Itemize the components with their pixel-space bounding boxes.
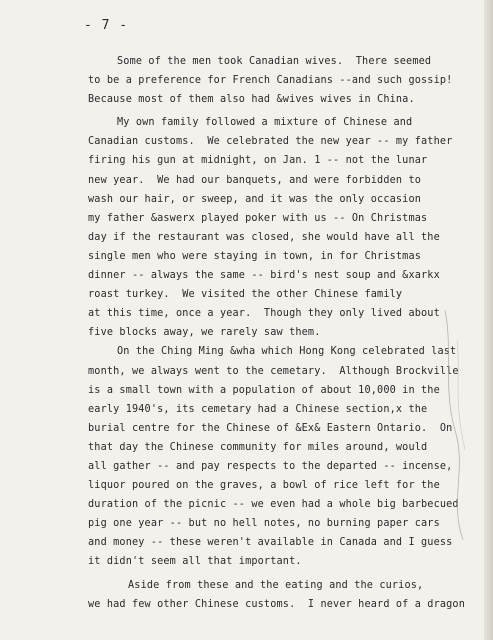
text-line: early 1940's, its cemetary had a Chinese section,x the [88,403,428,415]
text-line: is a small town with a population of about 10,000 in the [88,384,440,396]
text-line: On the Ching Ming &wha which Hong Kong celebrated last [117,346,457,358]
text-line: liquor poured on the graves, a bowl of rice left for the [88,480,440,492]
page-number: - 7 - [84,18,129,33]
text-line: pig one year -- but no hell notes, no burning paper cars [88,518,440,530]
text-line: wash our hair, or sweep, and it was the only occasion [88,193,422,205]
text-line: all gather -- and pay respects to the departed -- incense, [88,460,453,472]
text-line: Canadian customs. We celebrated the new year -- my father [88,136,453,148]
text-line: roast turkey. We visited the other Chinese family [88,289,403,301]
text-line: day if the restaurant was closed, she would have all the [88,231,440,243]
text-line: My own family followed a mixture of Chinese and [117,117,413,129]
text-line: duration of the picnic -- we even had a whole big barbecued [88,499,459,511]
text-line: we had few other Chinese customs. I never heard of a dragon [88,598,466,610]
paragraph-3 [88,342,460,571]
page-edge-shadow [484,0,493,640]
text-line: my father &aswerx played poker with us -- On Christmas [88,212,428,224]
text-line: it didn't seem all that important. [88,556,302,568]
text-line: month, we always went to the cemetary. Although Brockville [88,365,459,377]
text-line: Because most of them also had &wives wives in China. [88,94,415,106]
paragraph-1 [88,52,460,109]
paragraph-2 [88,113,460,342]
text-line: burial centre for the Chinese of &Ex& Eastern Ontario. On [88,422,453,434]
margin-pencil-mark [435,310,475,540]
text-line: and money -- these weren't available in Canada and I guess [88,537,453,549]
text-line: new year. We had our banquets, and were forbidden to [88,174,422,186]
text-line: dinner -- always the same -- bird's nest soup and &xarkx [88,270,440,282]
text-line: Aside from these and the eating and the curios, [128,579,424,591]
text-line: that day the Chinese community for miles around, would [88,441,428,453]
text-line: single men who were staying in town, in for Christmas [88,250,422,262]
text-line: at this time, once a year. Though they only lived about [88,308,440,320]
paragraph-4 [88,576,466,614]
text-line: five blocks away, we rarely saw them. [88,327,321,339]
page-body [88,52,466,614]
text-line: firing his gun at midnight, on Jan. 1 -- not the lunar [88,155,428,167]
text-line: Some of the men took Canadian wives. There seemed [117,56,432,67]
text-line: to be a preference for French Canadians --and such gossip! [88,75,453,87]
